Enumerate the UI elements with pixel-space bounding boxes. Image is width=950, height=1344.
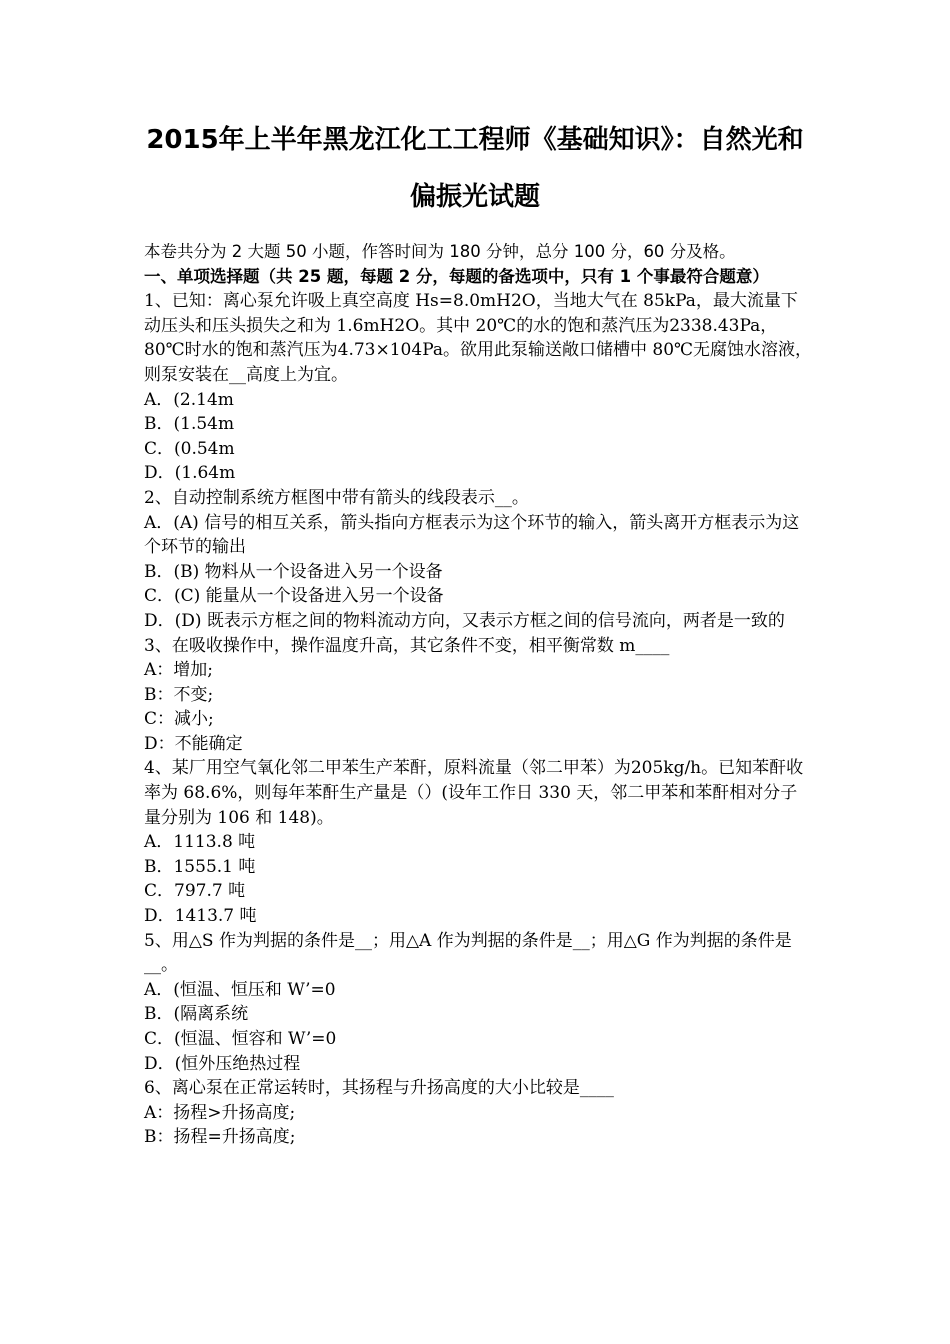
option-a: A．1113.8 吨 xyxy=(144,832,256,853)
option-b: B：扬程=升扬高度; xyxy=(144,1127,296,1148)
option-a: A：扬程>升扬高度; xyxy=(144,1102,296,1123)
option-c: C．797.7 吨 xyxy=(144,881,246,902)
question-5 xyxy=(144,929,814,1077)
option-d: D．(D) 既表示方框之间的物料流动方向，又表示方框之间的信号流向，两者是一致的 xyxy=(144,610,785,631)
option-a: A．(2.14m xyxy=(144,389,234,410)
option-a: A．(A) 信号的相互关系，箭头指向方框表示为这个环节的输入，箭头离开方框表示为这个环节的输出 xyxy=(144,512,800,558)
question-1 xyxy=(144,289,814,486)
option-b: B．(B) 物料从一个设备进入另一个设备 xyxy=(144,561,443,582)
option-d: D．(1.64m xyxy=(144,463,236,484)
option-d: D．(恒外压绝热过程 xyxy=(144,1053,301,1074)
option-a: A．(恒温、恒压和 W’=0 xyxy=(144,979,336,1000)
question-3 xyxy=(144,634,814,757)
question-stem: 5、用△S 作为判据的条件是__；用△A 作为判据的条件是__；用△G 作为判据的条件是__。 xyxy=(144,930,792,976)
option-c: C：减小; xyxy=(144,709,214,730)
exam-summary: 本卷共分为 2 大题 50 小题，作答时间为 180 分钟，总分 100 分，60 分及格。 xyxy=(144,242,736,261)
option-c: C．(恒温、恒容和 W’=0 xyxy=(144,1029,337,1049)
option-a: A：增加; xyxy=(144,660,214,681)
question-stem: 2、自动控制系统方框图中带有箭头的线段表示__。 xyxy=(144,487,529,508)
option-b: B．(1.54m xyxy=(144,414,235,435)
option-b: B．1555.1 吨 xyxy=(144,856,256,877)
option-d: D．1413.7 吨 xyxy=(144,906,257,927)
option-c: C．(C) 能量从一个设备进入另一个设备 xyxy=(144,586,444,607)
option-d: D：不能确定 xyxy=(144,733,243,754)
question-2 xyxy=(144,486,814,634)
question-stem: 4、某厂用空气氧化邻二甲苯生产苯酐，原料流量（邻二甲苯）为205kg/h。已知苯酐收率为 68.6%，则每年苯酐生产量是（）(设年工作日 330 天，邻二甲苯和苯酐相对分子量分别为 106 和 148)。 xyxy=(144,758,804,828)
option-b: B．(隔离系统 xyxy=(144,1004,249,1025)
exam-intro xyxy=(144,240,824,289)
question-list xyxy=(144,289,814,1150)
option-b: B：不变; xyxy=(144,684,214,705)
option-c: C．(0.54m xyxy=(144,438,235,459)
question-6 xyxy=(144,1076,814,1150)
question-4 xyxy=(144,756,814,928)
document-title: 2015年上半年黑龙江化工工程师《基础知识》：自然光和偏振光试题 xyxy=(146,125,804,212)
question-stem: 3、在吸收操作中，操作温度升高，其它条件不变，相平衡常数 m____ xyxy=(144,635,670,656)
section-heading: 一、单项选择题（共 25 题，每题 2 分，每题的备选项中，只有 1 个事最符合题意） xyxy=(144,266,769,286)
question-stem: 1、已知：离心泵允许吸上真空高度 Hs=8.0mH2O，当地大气在 85kPa，最大流量下动压头和压头损失之和为 1.6mH2O。其中 20℃的水的饱和蒸汽压为2338.43Pa，80℃时水的饱和蒸汽压为4.73×104Pa。欲用此泵输送敞口储槽中 80℃无腐蚀水溶液，则泵安装在__高度上为宜。 xyxy=(144,291,813,385)
question-stem: 6、离心泵在正常运转时，其扬程与升扬高度的大小比较是____ xyxy=(144,1078,614,1099)
